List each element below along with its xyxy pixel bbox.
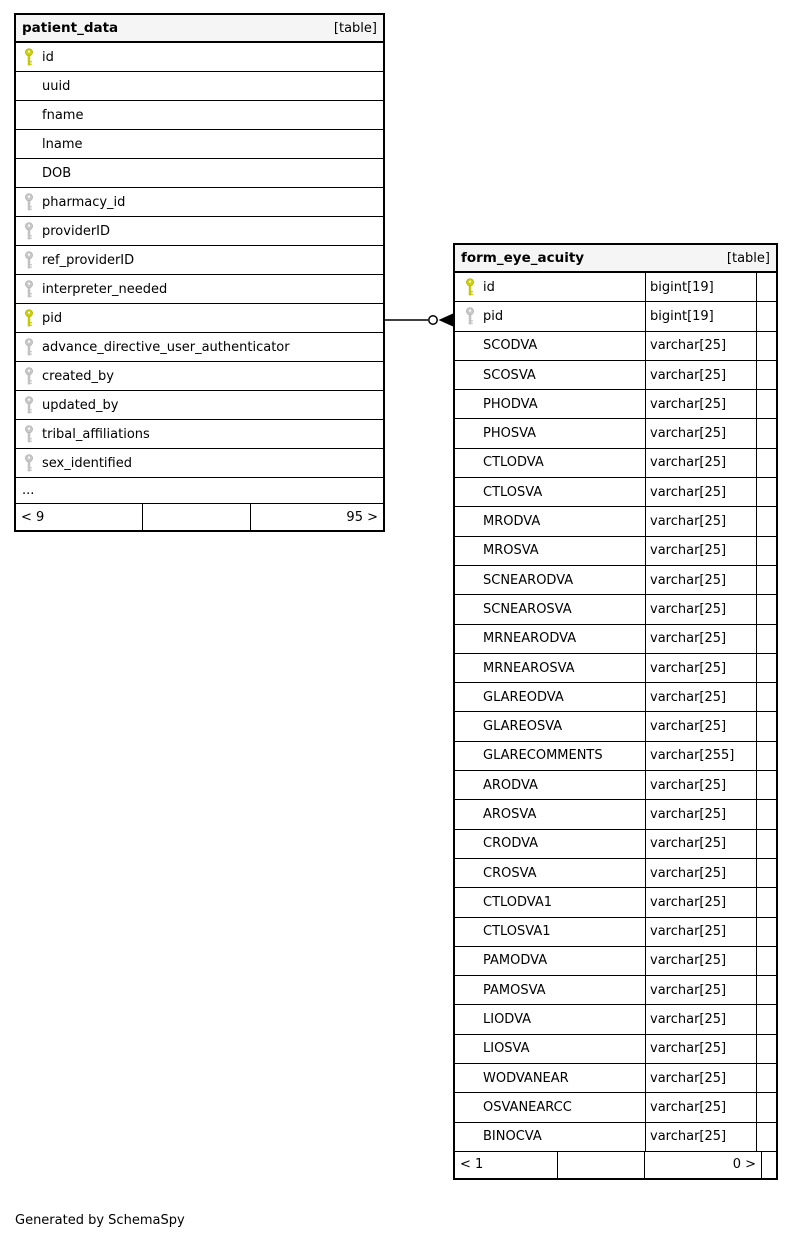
column-name: SCNEAROSVA <box>483 601 572 617</box>
column-name: ref_providerID <box>42 252 135 268</box>
column-name: created_by <box>42 368 114 384</box>
key-icon-slot <box>465 366 475 384</box>
column-type: varchar[25] <box>646 800 757 828</box>
column-row <box>455 800 776 829</box>
row-spacer <box>757 595 776 623</box>
column-row <box>455 302 776 331</box>
column-row <box>16 159 383 188</box>
column-name: ARODVA <box>483 777 538 793</box>
key-icon-slot <box>24 77 34 95</box>
key-icon-slot <box>465 688 475 706</box>
foreign-key-icon <box>24 222 34 240</box>
column-row <box>455 654 776 683</box>
key-icon-slot <box>24 425 34 443</box>
key-icon-slot <box>465 659 475 677</box>
column-name: WODVANEAR <box>483 1070 569 1086</box>
column-name-cell <box>455 1035 646 1063</box>
row-spacer <box>757 419 776 447</box>
column-name: MRNEARODVA <box>483 631 577 647</box>
column-name-cell <box>455 830 646 858</box>
key-icon-slot <box>465 718 475 736</box>
table-header-patient-data[interactable] <box>16 15 383 43</box>
column-row <box>16 333 383 362</box>
column-name-cell <box>455 595 646 623</box>
generated-by-caption: Generated by SchemaSpy <box>15 1213 185 1228</box>
key-icon-slot <box>465 1098 475 1116</box>
column-name-cell <box>455 390 646 418</box>
column-name-cell <box>16 362 383 390</box>
column-name: SCNEARODVA <box>483 572 574 588</box>
key-icon-slot <box>24 454 34 472</box>
column-name-cell <box>455 361 646 389</box>
row-spacer <box>757 800 776 828</box>
column-name-cell <box>455 273 646 301</box>
column-name-cell <box>455 800 646 828</box>
column-name-cell <box>455 947 646 975</box>
row-spacer <box>757 1064 776 1092</box>
column-name: DOB <box>42 165 72 181</box>
column-row <box>455 537 776 566</box>
column-type: varchar[255] <box>646 742 757 770</box>
key-icon-slot <box>465 513 475 531</box>
key-icon-slot <box>24 280 34 298</box>
key-icon-slot <box>465 747 475 765</box>
column-row <box>16 420 383 449</box>
column-name-cell <box>455 683 646 711</box>
column-row <box>455 1093 776 1122</box>
key-icon-slot <box>465 952 475 970</box>
key-icon-slot <box>465 1128 475 1146</box>
column-type: varchar[25] <box>646 566 757 594</box>
column-name-cell <box>455 537 646 565</box>
table-patient-data[interactable] <box>14 13 385 532</box>
column-name: fname <box>42 107 84 123</box>
row-spacer <box>757 976 776 1004</box>
foreign-key-icon <box>24 367 34 385</box>
foreign-key-icon <box>465 307 475 325</box>
key-icon-slot <box>465 395 475 413</box>
column-name: GLARECOMMENTS <box>483 748 603 764</box>
column-row <box>16 130 383 159</box>
column-row <box>16 246 383 275</box>
column-name: PAMOSVA <box>483 982 546 998</box>
row-spacer <box>757 449 776 477</box>
column-list <box>16 43 383 478</box>
footer-parents-count: < 1 <box>455 1152 558 1178</box>
foreign-key-icon <box>24 280 34 298</box>
column-type: varchar[25] <box>646 625 757 653</box>
key-icon-slot <box>465 893 475 911</box>
column-row <box>455 888 776 917</box>
column-name-cell <box>16 101 383 129</box>
column-name: MRODVA <box>483 514 541 530</box>
column-type: varchar[25] <box>646 947 757 975</box>
foreign-key-icon <box>24 251 34 269</box>
column-row <box>455 419 776 448</box>
key-icon-slot <box>465 864 475 882</box>
column-type: varchar[25] <box>646 595 757 623</box>
row-spacer <box>757 1093 776 1121</box>
row-spacer <box>757 332 776 360</box>
column-name: uuid <box>42 78 71 94</box>
column-name: CRODVA <box>483 836 539 852</box>
key-icon-slot <box>465 835 475 853</box>
column-name-cell <box>16 130 383 158</box>
row-spacer <box>757 566 776 594</box>
column-name: OSVANEARCC <box>483 1099 572 1115</box>
column-row <box>455 1035 776 1064</box>
key-icon-slot <box>465 1069 475 1087</box>
column-row <box>455 449 776 478</box>
column-row <box>16 304 383 333</box>
key-icon-slot <box>24 48 34 66</box>
foreign-key-icon <box>24 396 34 414</box>
column-name-cell <box>455 771 646 799</box>
table-footer <box>455 1152 776 1178</box>
table-title: patient_data <box>22 20 119 36</box>
column-name-cell <box>16 246 383 274</box>
column-type: varchar[25] <box>646 654 757 682</box>
key-icon-slot <box>465 923 475 941</box>
column-type: varchar[25] <box>646 419 757 447</box>
column-name: id <box>42 49 54 65</box>
column-type: varchar[25] <box>646 537 757 565</box>
column-type: varchar[25] <box>646 859 757 887</box>
column-name-cell <box>16 333 383 361</box>
footer-hidden-columns-count: < 9 <box>16 504 143 530</box>
column-type: varchar[25] <box>646 1093 757 1121</box>
column-name: CTLODVA1 <box>483 894 553 910</box>
column-row <box>16 72 383 101</box>
row-spacer <box>757 507 776 535</box>
column-row <box>16 43 383 72</box>
key-icon-slot <box>465 981 475 999</box>
column-type: varchar[25] <box>646 830 757 858</box>
column-name-cell <box>455 859 646 887</box>
footer-middle-cell <box>558 1152 645 1178</box>
column-name-cell <box>16 43 383 71</box>
column-name-cell <box>16 275 383 303</box>
column-list <box>455 273 776 1152</box>
key-icon-slot <box>465 630 475 648</box>
column-name: AROSVA <box>483 806 537 822</box>
column-row <box>455 742 776 771</box>
column-name-cell <box>16 159 383 187</box>
column-row <box>455 625 776 654</box>
key-icon-slot <box>465 483 475 501</box>
key-icon-slot <box>24 338 34 356</box>
key-icon-slot <box>465 600 475 618</box>
column-row <box>455 683 776 712</box>
column-row <box>455 595 776 624</box>
column-type: varchar[25] <box>646 332 757 360</box>
column-name-cell <box>455 625 646 653</box>
column-name-cell <box>16 449 383 477</box>
key-icon-slot <box>465 454 475 472</box>
row-spacer <box>757 712 776 740</box>
column-type: varchar[25] <box>646 361 757 389</box>
column-name-cell <box>16 304 383 332</box>
row-spacer <box>757 771 776 799</box>
column-name: MROSVA <box>483 543 539 559</box>
key-icon-slot <box>24 367 34 385</box>
footer-middle-cell <box>143 504 251 530</box>
row-spacer <box>757 390 776 418</box>
column-row <box>16 391 383 420</box>
column-type: varchar[25] <box>646 712 757 740</box>
key-icon-slot <box>465 278 475 296</box>
column-name-cell <box>455 507 646 535</box>
column-row <box>16 449 383 478</box>
key-icon-slot <box>24 193 34 211</box>
column-name: interpreter_needed <box>42 281 168 297</box>
column-name-cell <box>455 478 646 506</box>
column-name: CROSVA <box>483 865 537 881</box>
column-name-cell <box>16 391 383 419</box>
column-name-cell <box>455 302 646 330</box>
column-row <box>16 217 383 246</box>
column-type: bigint[19] <box>646 302 757 330</box>
column-name-cell <box>455 976 646 1004</box>
truncated-columns-indicator: ... <box>16 478 383 504</box>
row-spacer <box>757 859 776 887</box>
foreign-key-icon <box>24 425 34 443</box>
column-row <box>16 101 383 130</box>
column-row <box>455 947 776 976</box>
key-icon-slot <box>465 805 475 823</box>
footer-spacer <box>762 1152 776 1178</box>
column-name: GLAREOSVA <box>483 719 563 735</box>
column-name: LIOSVA <box>483 1041 530 1057</box>
column-name: CTLOSVA <box>483 484 543 500</box>
column-name: PHODVA <box>483 396 538 412</box>
table-header-form-eye-acuity[interactable] <box>455 245 776 273</box>
foreign-key-icon <box>24 454 34 472</box>
foreign-key-icon <box>24 338 34 356</box>
column-row <box>455 332 776 361</box>
key-icon-slot <box>465 337 475 355</box>
column-type: varchar[25] <box>646 478 757 506</box>
column-name-cell <box>455 1064 646 1092</box>
column-type: bigint[19] <box>646 273 757 301</box>
column-name: LIODVA <box>483 1012 532 1028</box>
column-name: id <box>483 279 495 295</box>
column-name-cell <box>455 742 646 770</box>
column-name: SCODVA <box>483 338 538 354</box>
column-type: varchar[25] <box>646 918 757 946</box>
footer-children-count: 0 > <box>645 1152 762 1178</box>
key-icon-slot <box>465 1011 475 1029</box>
row-spacer <box>757 830 776 858</box>
table-footer <box>16 504 383 530</box>
row-spacer <box>757 683 776 711</box>
column-type: varchar[25] <box>646 1035 757 1063</box>
key-icon-slot <box>24 164 34 182</box>
column-row <box>455 566 776 595</box>
column-type: varchar[25] <box>646 449 757 477</box>
footer-children-count: 95 > <box>346 509 378 525</box>
primary-key-icon <box>24 309 34 327</box>
column-name: PHOSVA <box>483 426 537 442</box>
column-name: PAMODVA <box>483 953 548 969</box>
key-icon-slot <box>24 309 34 327</box>
row-spacer <box>757 947 776 975</box>
row-spacer <box>757 1123 776 1151</box>
column-name-cell <box>455 419 646 447</box>
row-spacer <box>757 1035 776 1063</box>
column-name: sex_identified <box>42 455 132 471</box>
column-row <box>455 771 776 800</box>
key-icon-slot <box>465 1040 475 1058</box>
row-spacer <box>757 918 776 946</box>
column-name-cell <box>16 188 383 216</box>
column-name: pid <box>42 310 63 326</box>
column-name: providerID <box>42 223 111 239</box>
zero-cardinality-circle <box>429 316 437 324</box>
column-name-cell <box>455 1123 646 1151</box>
foreign-key-icon <box>24 193 34 211</box>
primary-key-icon <box>465 278 475 296</box>
column-row <box>455 507 776 536</box>
column-name: GLAREODVA <box>483 689 564 705</box>
table-title: form_eye_acuity <box>461 250 585 266</box>
column-name: pid <box>483 308 504 324</box>
column-type: varchar[25] <box>646 683 757 711</box>
column-name: advance_directive_user_authenticator <box>42 339 290 355</box>
column-name: CTLODVA <box>483 455 544 471</box>
column-name-cell <box>455 1005 646 1033</box>
key-icon-slot <box>465 307 475 325</box>
column-name-cell <box>16 72 383 100</box>
key-icon-slot <box>24 222 34 240</box>
column-type: varchar[25] <box>646 507 757 535</box>
key-icon-slot <box>24 106 34 124</box>
column-row <box>455 830 776 859</box>
column-name: pharmacy_id <box>42 194 126 210</box>
column-name-cell <box>455 449 646 477</box>
row-spacer <box>757 537 776 565</box>
column-row <box>455 273 776 302</box>
column-type: varchar[25] <box>646 1005 757 1033</box>
column-row <box>455 478 776 507</box>
table-type-tag: [table] <box>726 250 770 266</box>
key-icon-slot <box>24 396 34 414</box>
row-spacer <box>757 654 776 682</box>
fk-relationship-connector <box>383 308 455 332</box>
column-name-cell <box>455 918 646 946</box>
column-type: varchar[25] <box>646 390 757 418</box>
arrowhead-icon <box>439 314 454 327</box>
column-name: CTLOSVA1 <box>483 924 551 940</box>
column-row <box>455 390 776 419</box>
column-row <box>16 275 383 304</box>
column-row <box>455 712 776 741</box>
column-type: varchar[25] <box>646 1064 757 1092</box>
column-name-cell <box>16 420 383 448</box>
column-type: varchar[25] <box>646 976 757 1004</box>
row-spacer <box>757 273 776 301</box>
column-name-cell <box>455 332 646 360</box>
column-name-cell <box>455 654 646 682</box>
key-icon-slot <box>465 776 475 794</box>
column-row <box>455 1123 776 1152</box>
row-spacer <box>757 302 776 330</box>
row-spacer <box>757 625 776 653</box>
column-row <box>455 1064 776 1093</box>
row-spacer <box>757 1005 776 1033</box>
key-icon-slot <box>465 542 475 560</box>
row-spacer <box>757 478 776 506</box>
key-icon-slot <box>465 571 475 589</box>
column-name-cell <box>455 712 646 740</box>
row-spacer <box>757 888 776 916</box>
row-spacer <box>757 361 776 389</box>
column-row <box>455 976 776 1005</box>
column-name-cell <box>455 888 646 916</box>
primary-key-icon <box>24 48 34 66</box>
key-icon-slot <box>24 135 34 153</box>
table-form-eye-acuity[interactable] <box>453 243 778 1180</box>
column-name-cell <box>16 217 383 245</box>
column-name: MRNEAROSVA <box>483 660 575 676</box>
column-type: varchar[25] <box>646 888 757 916</box>
table-type-tag: [table] <box>333 20 377 36</box>
column-name: tribal_affiliations <box>42 426 150 442</box>
row-spacer <box>757 742 776 770</box>
column-row <box>16 188 383 217</box>
column-type: varchar[25] <box>646 771 757 799</box>
column-row <box>455 859 776 888</box>
column-name-cell <box>455 566 646 594</box>
key-icon-slot <box>465 425 475 443</box>
key-icon-slot <box>24 251 34 269</box>
column-name-cell <box>455 1093 646 1121</box>
column-name: BINOCVA <box>483 1129 542 1145</box>
column-name: SCOSVA <box>483 367 536 383</box>
column-row <box>16 362 383 391</box>
column-name: lname <box>42 136 83 152</box>
column-type: varchar[25] <box>646 1123 757 1151</box>
column-row <box>455 361 776 390</box>
column-name: updated_by <box>42 397 119 413</box>
column-row <box>455 918 776 947</box>
column-row <box>455 1005 776 1034</box>
